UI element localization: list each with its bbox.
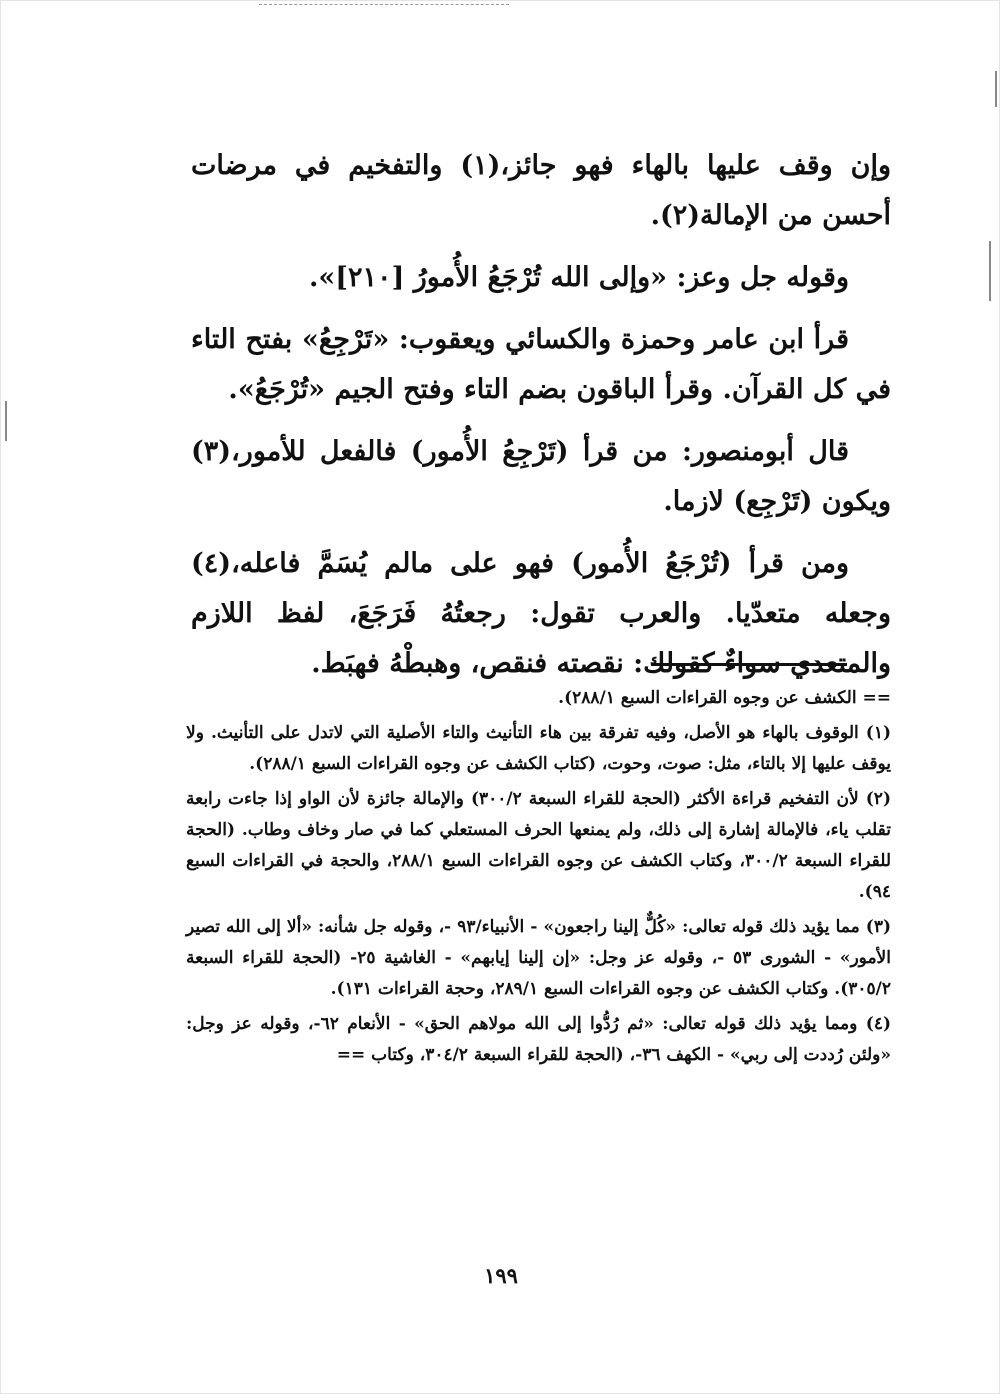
scan-artifact-mark (5, 401, 7, 441)
paragraph: ومن قرأ (تُرْجَعُ الأُمور) فهو على مالم يُسَمَّ فاعله،(٤) وجعله متعدّيا. والعرب تقول: رجعتُهُ فَرَجَعَ، لفظ اللازم والمتعدي سواءٌ كقولك: نقصته فنقص، وهبطْهُ فهبَط. (191, 548, 891, 679)
paragraph: وإن وقف عليها بالهاء فهو جائز،(١) والتفخيم في مرضات أحسن من الإمالة(٢). (191, 150, 891, 231)
scan-artifact-mark (989, 241, 991, 301)
scan-artifact-mark (995, 71, 997, 107)
footnote: (٢) لأن التفخيم قراءة الأكثر (الحجة للقراء السبعة ٣٠٠/٢) والإمالة جائزة لأن الواو إذا جاءت رابعة تقلب ياء، فالإمالة إشارة إلى ذلك، ولم يمنعها الحرف المستعلي كما في صار وخاف وطاب. (الحجة للقراء السبعة ٣٠٠/٢، وكتاب الكشف عن وجوه القراءات السبع ٢٨٨/١، والحجة في القراءات السبع ٩٤). (186, 789, 892, 902)
scan-artifact-line (259, 4, 509, 5)
footnote-separator (651, 663, 847, 666)
footnotes (186, 683, 891, 1075)
footnote: (١) الوقوف بالهاء هو الأصل، وفيه تفرقة بين هاء التأنيث والتاء الأصلية التي لاتدل على التأنيث. ولا يوقف عليها إلا بالتاء، مثل: صوت، وحوت، (كتاب الكشف عن وجوه القراءات السبع ٢٨٨/١). (186, 723, 891, 774)
main-text (191, 141, 891, 701)
paragraph: قال أبومنصور: من قرأ (تَرْجِعُ الأُمور) فالفعل للأمور،(٣) ويكون (تَرْجِع) لازما. (191, 436, 891, 517)
paragraph: قرأ ابن عامر وحمزة والكسائي ويعقوب: «تَرْجِعُ» بفتح التاء في كل القرآن. وقرأ الباقون بضم التاء وفتح الجيم «تُرْجَعُ». (191, 324, 891, 405)
paragraph: وقوله جل وعز: «وإلى الله تُرْجَعُ الأُمورُ [٢١٠]». (308, 262, 849, 293)
footnote: (٤) ومما يؤيد ذلك قوله تعالى: «ثم رُدُّوا إلى الله مولاهم الحق» - الأنعام ٦٢-، وقوله عز وجل: «ولئن رُددت إلى ربي» - الكهف ٣٦-، (الحجة للقراء السبعة ٣٠٤/٢، وكتاب == (186, 1014, 891, 1065)
footnote-continuation: == الكشف عن وجوه القراءات السبع ٢٨٨/١). (558, 688, 891, 708)
page-number: ١٩٩ (484, 1263, 518, 1288)
footnote: (٣) مما يؤيد ذلك قوله تعالى: «كُلٌّ إلينا راجعون» - الأنبياء/٩٣ -، وقوله جل شأنه: «ألا إلى الله تصير الأمور» - الشورى ٥٣ -، وقوله عز وجل: «إن إلينا إيابهم» - الغاشية ٢٥- (الحجة للقراء السبعة ٣٠٥/٢). وكتاب الكشف عن وجوه القراءات السبع ٢٨٩/١، وحجة القراءات ١٣١). (186, 917, 891, 999)
